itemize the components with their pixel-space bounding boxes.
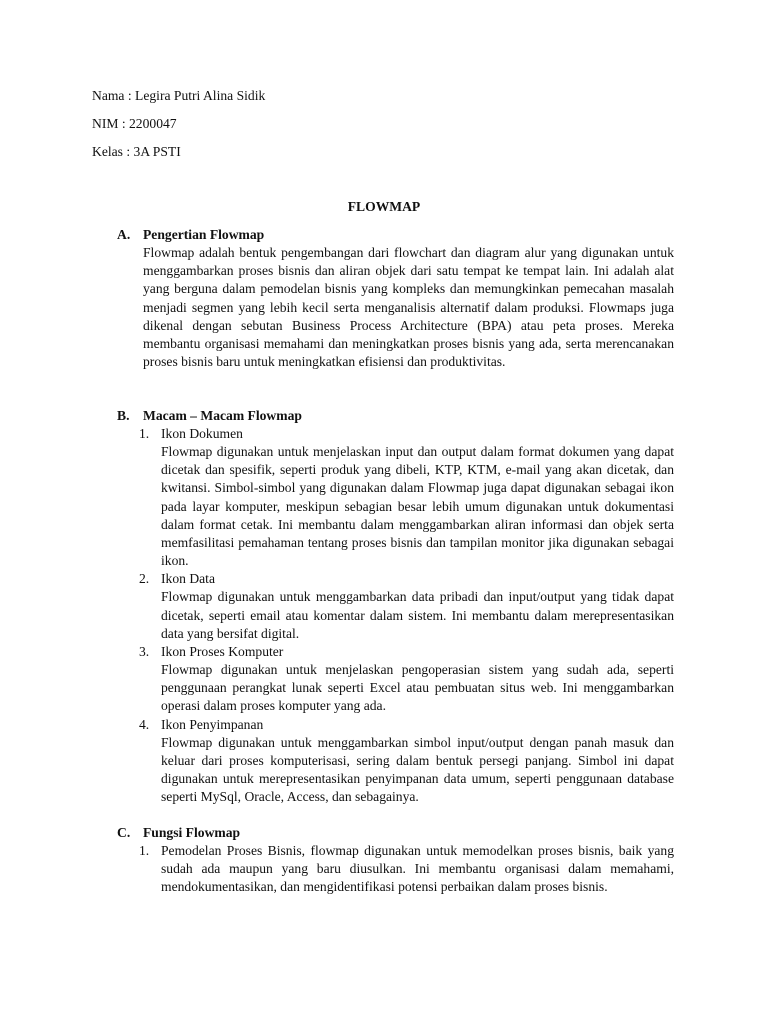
item-number: 3.: [139, 644, 150, 660]
list-item: [139, 570, 674, 643]
section-heading: [117, 824, 674, 842]
list-item: [139, 643, 674, 716]
section-title: Fungsi Flowmap: [143, 825, 241, 840]
item-title: Ikon Dokumen: [161, 426, 243, 441]
section-title: Macam – Macam Flowmap: [143, 408, 302, 423]
section-letter: C.: [117, 825, 131, 840]
item-number: 1.: [139, 843, 150, 858]
section-macam: [117, 407, 674, 806]
item-body: Flowmap digunakan untuk menjelaskan input dan output dalam format dokumen yang dapat dicetak dan spesifik, seperti produk yang dibeli, KTP, KTM, e-mail yang akan dicetak, dan kwitansi. Simbol-simbol yang digunakan dalam Flowmap juga dapat digunakan sebagai ikon pada layar komputer, meskipun sebagian besar lebih umum digunakan untuk dokumentasi dalam format cetak. Ini membantu dalam menggambarkan aliran informasi dan objek serta memfasilitasi pemahaman tentang proses bisnis dan tampilan monitor jika digunakan sebagai ikon.: [161, 444, 674, 569]
item-number: 1.: [139, 426, 150, 441]
section-paragraph: Flowmap adalah bentuk pengembangan dari flowchart dan diagram alur yang digunakan untuk menggambarkan proses bisnis dan aliran objek dari satu tempat ke tempat lain. Ini adalah alat yang berguna dalam pemodelan bisnis yang kompleks dan memungkinkan pemecahan masalah menjadi segmen yang lebih kecil serta menganalisis alternatif dalam produksi. Flowmaps juga dikenal dengan sebutan Business Process Architecture (BPA) atau peta proses. Mereka membantu organisasi memahami dan meningkatkan proses bisnis yang ada, serta merencanakan proses bisnis baru untuk meningkatkan efisiensi dan produktivitas.: [143, 245, 674, 370]
section-title: Pengertian Flowmap: [143, 227, 265, 242]
list-item: [139, 716, 674, 807]
student-name-line: Nama : Legira Putri Alina Sidik: [92, 88, 266, 103]
item-number: 2.: [139, 571, 150, 587]
item-title: Ikon Proses Komputer: [161, 644, 284, 660]
item-body: Pemodelan Proses Bisnis, flowmap digunakan untuk memodelkan proses bisnis, baik yang sudah ada maupun yang baru diusulkan. Ini membantu organisasi dalam memahami, mendokumentasikan, dan mengidentifikasi potensi perbaikan dalam proses bisnis.: [161, 843, 674, 895]
function-list: [139, 842, 674, 897]
section-pengertian: [117, 226, 674, 371]
section-letter: A.: [117, 227, 131, 242]
item-title: Ikon Penyimpanan: [161, 716, 264, 732]
type-list: [139, 425, 674, 806]
item-body: Flowmap digunakan untuk menggambarkan simbol input/output dengan panah masuk dan keluar dari proses komputerisasi, sering dalam bentuk persegi panjang. Simbol ini dapat digunakan untuk merepresentasikan penyimpanan data umum, seperti penggunaan database seperti MySql, Oracle, Access, dan sebagainya.: [161, 734, 674, 805]
section-heading: [117, 226, 674, 244]
student-nim-line: NIM : 2200047: [92, 116, 177, 131]
document-title: FLOWMAP: [347, 199, 421, 214]
section-fungsi: [117, 824, 674, 897]
item-body: Flowmap digunakan untuk menjelaskan pengoperasian sistem yang sudah ada, seperti penggunaan perangkat lunak seperti Excel atau pembuatan situs web. Ini menggambarkan operasi dalam proses komputer yang ada.: [161, 662, 674, 714]
student-class-line: Kelas : 3A PSTI: [92, 144, 181, 159]
list-item: [139, 842, 674, 897]
section-heading: [117, 407, 674, 425]
section-letter: B.: [117, 408, 130, 423]
item-body: Flowmap digunakan untuk menggambarkan data pribadi dan input/output yang tidak dapat dicetak, seperti email atau komentar dalam sistem. Ini membantu dalam merepresentasikan data yang bersifat digital.: [161, 589, 674, 641]
list-item: [139, 425, 674, 570]
item-title: Ikon Data: [161, 571, 215, 587]
item-number: 4.: [139, 716, 150, 732]
